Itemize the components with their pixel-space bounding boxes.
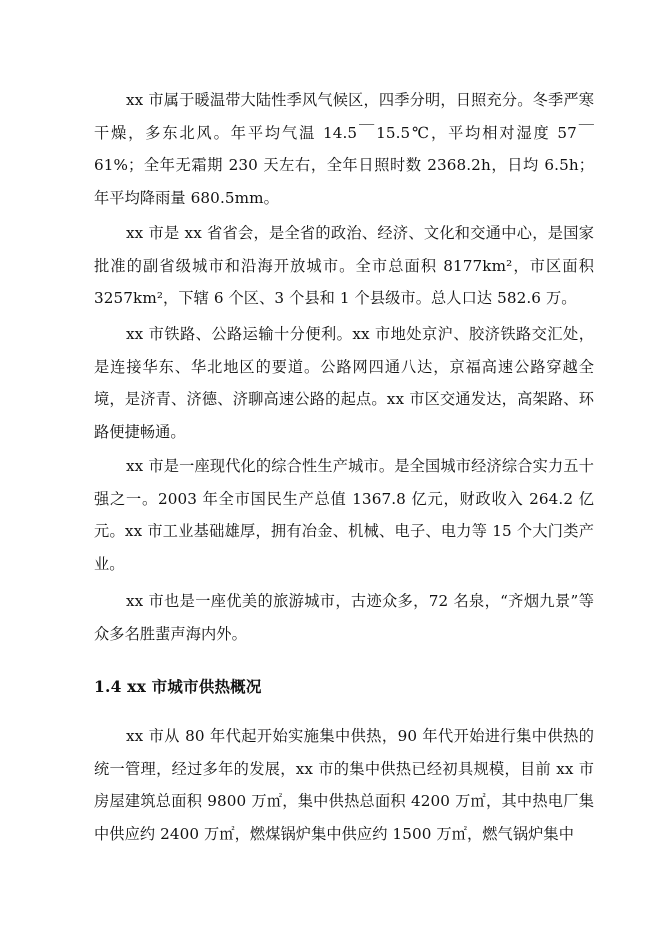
- section-heading: 1.4 xx 市城市供热概况: [94, 677, 262, 696]
- transportation-paragraph: xx 市铁路、公路运输十分便利。xx 市地处京沪、胶济铁路交汇处，是连接华东、华北地区的要道。公路网四通八达，京福高速公路穿越全境，是济青、济德、济聊高速公路的起点。xx 市区交通发达，高架路、环路便捷畅通。: [94, 325, 594, 441]
- economy-paragraph: xx 市是一座现代化的综合性生产城市。是全国城市经济综合实力五十强之一。2003 年全市国民生产总值 1367.8 亿元，财政收入 264.2 亿元。xx 市工业基础雄厚，拥有冶金、机械、电子、电力等 15 个大门类产业。: [94, 457, 594, 573]
- tourism-paragraph: xx 市也是一座优美的旅游城市，古迹众多，72 名泉，“齐烟九景”等众多名胜蜚声海内外。: [94, 592, 594, 643]
- heating-overview-paragraph: xx 市从 80 年代起开始实施集中供热，90 年代开始进行集中供热的统一管理，经过多年的发展，xx 市的集中供热已经初具规模，目前 xx 市房屋建筑总面积 9800 万㎡，集中供热总面积 4200 万㎡，其中热电厂集中供应约 2400 万㎡，燃煤锅炉集中供应约 1500 万㎡，燃气锅炉集中: [94, 727, 594, 843]
- climate-paragraph: xx 市属于暖温带大陆性季风气候区，四季分明，日照充分。冬季严寒干燥，多东北风。年平均气温 14.5￣15.5℃，平均相对湿度 57￣61%；全年无霜期 230 天左右，全年日照时数 2368.2h，日均 6.5h；年平均降雨量 680.5mm。: [94, 91, 594, 207]
- city-overview-paragraph: xx 市是 xx 省省会，是全省的政治、经济、文化和交通中心，是国家批准的副省级城市和沿海开放城市。全市总面积 8177km²，市区面积 3257km²，下辖 6 个区、3 个县和 1 个县级市。总人口达 582.6 万。: [94, 224, 594, 308]
